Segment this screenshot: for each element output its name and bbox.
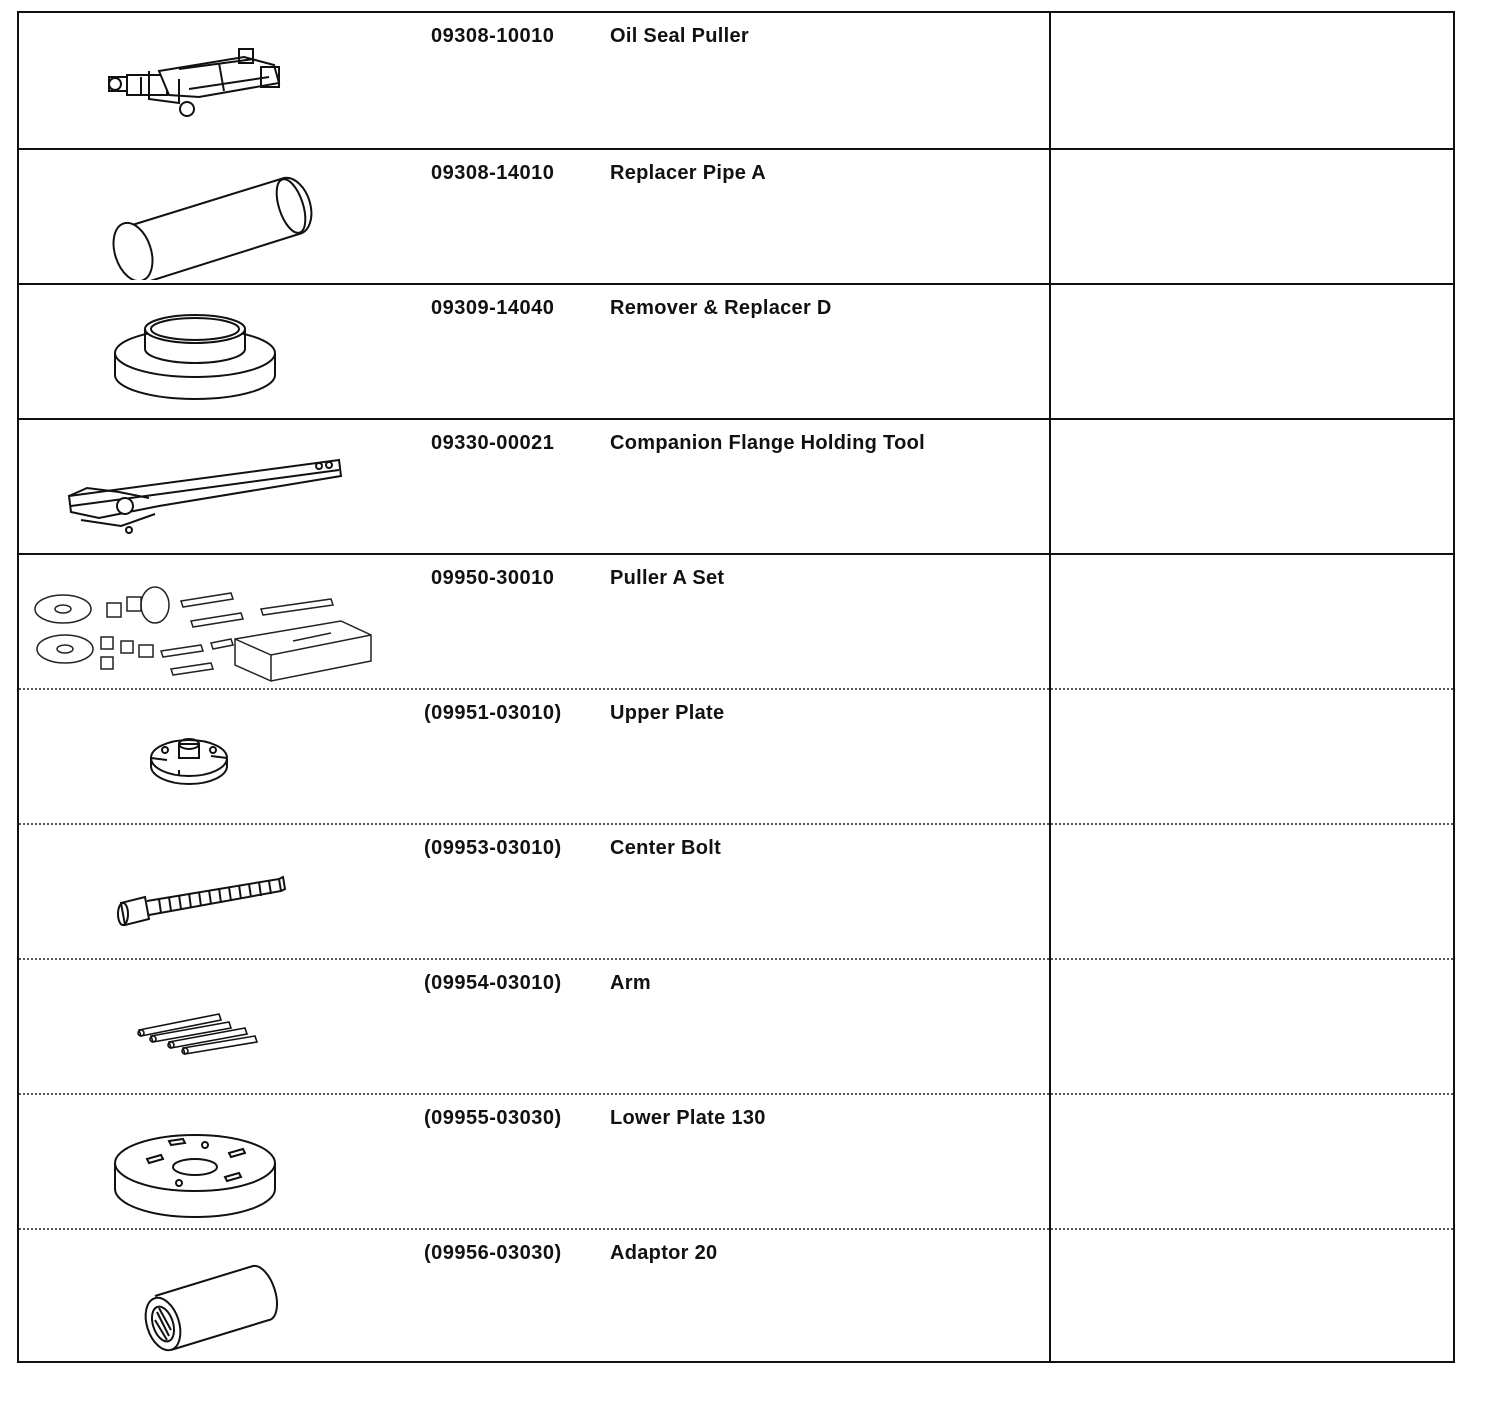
tool-name: Puller A Set [610, 567, 725, 589]
remover-replacer-icon [29, 291, 389, 415]
tool-row-arm [19, 958, 1453, 1095]
tool-row-lower-plate [19, 1093, 1453, 1230]
tool-row-adaptor [19, 1228, 1453, 1365]
tool-row-center-bolt [19, 823, 1453, 960]
part-number: (09953-03010) [424, 837, 562, 859]
lower-plate-icon [29, 1101, 389, 1225]
tool-name: Replacer Pipe A [610, 162, 767, 184]
tool-row-oil-seal-puller [19, 13, 1453, 148]
part-number: (09951-03010) [424, 702, 562, 724]
upper-plate-icon [29, 696, 389, 820]
tool-name: Center Bolt [610, 837, 722, 859]
part-number: 09330-00021 [431, 432, 555, 454]
tool-name: Remover & Replacer D [610, 297, 832, 319]
arm-icon [29, 966, 389, 1090]
tool-name: Adaptor 20 [610, 1242, 718, 1264]
part-number: 09950-30010 [431, 567, 555, 589]
tool-table [17, 11, 1455, 1363]
tool-name: Upper Plate [610, 702, 725, 724]
tool-name: Companion Flange Holding Tool [610, 432, 925, 454]
tool-row-replacer-pipe [19, 148, 1453, 285]
part-number: (09956-03030) [424, 1242, 562, 1264]
oil-seal-puller-icon [29, 19, 389, 143]
puller-set-icon [31, 561, 391, 685]
tool-row-flange-holding-tool [19, 418, 1453, 555]
tool-row-upper-plate [19, 688, 1453, 825]
part-number: 09308-14010 [431, 162, 555, 184]
part-number: 09309-14040 [431, 297, 555, 319]
adaptor-icon [29, 1236, 389, 1360]
center-bolt-icon [29, 831, 389, 955]
part-number: 09308-10010 [431, 25, 555, 47]
tool-name: Arm [610, 972, 651, 994]
part-number: (09954-03010) [424, 972, 562, 994]
flange-holding-tool-icon [29, 426, 389, 550]
tool-row-puller-set [19, 553, 1453, 690]
replacer-pipe-icon [29, 156, 389, 280]
tool-row-remover-replacer [19, 283, 1453, 420]
tool-name: Lower Plate 130 [610, 1107, 766, 1129]
part-number: (09955-03030) [424, 1107, 562, 1129]
tool-name: Oil Seal Puller [610, 25, 750, 47]
